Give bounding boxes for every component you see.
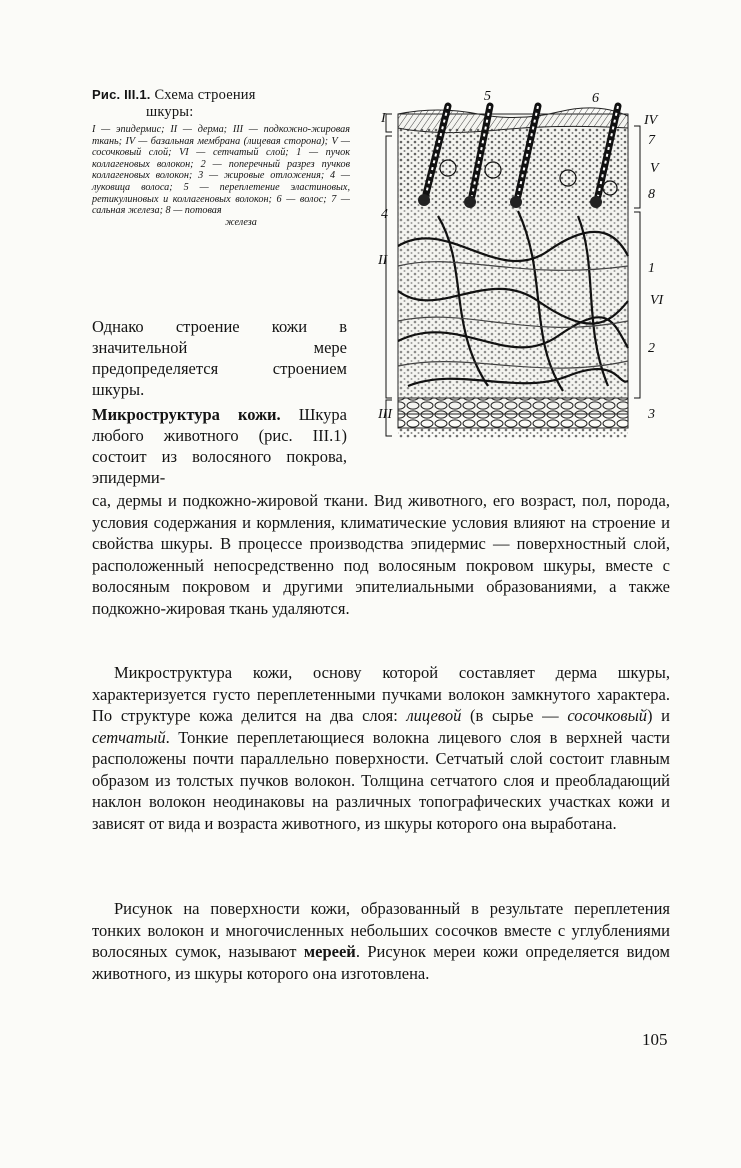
figure-label-1: 1 bbox=[648, 261, 655, 276]
paragraph-3 bbox=[92, 898, 670, 984]
paragraph-3-text bbox=[92, 898, 670, 984]
figure-label-IV: IV bbox=[644, 113, 658, 128]
figure-label-4: 4 bbox=[381, 207, 388, 222]
p2-term-face: лицевой bbox=[406, 706, 462, 725]
figure-legend bbox=[92, 124, 350, 228]
paragraph-1-text: са, дермы и подкожно-жировой ткани. Вид животного, его возраст, пол, порода, условия содержания и кормления, климатические условия влияют на строение и свойства шкуры. В процессе производства эпидермис — поверхностный слой, расположенный непосредственно под волосяным покровом шкуры, вместе с волосяным покровом и другими эпителиальными образованиями, а также подкожно-жировая ткань удаляются. bbox=[92, 491, 670, 618]
figure-number: Рис. III.1. bbox=[92, 87, 151, 102]
figure-label-V: V bbox=[650, 161, 659, 176]
figure-label-5: 5 bbox=[484, 89, 491, 104]
p3-term-grain: мереей bbox=[303, 942, 356, 961]
figure-label-6: 6 bbox=[592, 91, 599, 106]
figure-label-8: 8 bbox=[648, 187, 655, 202]
microstructure-text-start: Шкура любого животного (рис. III.1) состоит из волосяного покрова, эпидерми- bbox=[92, 405, 347, 487]
figure-label-III: III bbox=[378, 407, 392, 422]
page-number: 105 bbox=[642, 1030, 668, 1049]
p3-part-a: Рисунок на поверхности кожи, образованный в результате переплетения тонких волокон и многочисленных небольших сосочков вместе с углублениями волосяных сумок, называют bbox=[92, 899, 670, 961]
legend-text: I — эпидермис; II — дерма; III — подкожно-жировая ткань; IV — базальная мембрана (лицевая сторона); V — сосочковый слой; VI — сетчатый слой; 1 — пучок коллагеновых волокон; 2 — поперечный разрез пучков коллагеновых волокон; 3 — жировые отложения; 4 — луковица волоса; 5 — переплетение эластиновых, ретикулиновых и коллагеновых волокон; 6 — волос; 7 — сальная железа; 8 — потовая bbox=[92, 124, 350, 217]
caption-title-part1: Схема строения bbox=[154, 87, 256, 103]
p2-part-a: Микроструктура кожи, основу которой составляет дерма шкуры, характеризуется густо переплетенными пучками волокон замкнутого характера. По структуре кожа делится на два слоя: bbox=[92, 663, 670, 725]
paragraph-1 bbox=[92, 490, 670, 619]
p2-term-reticular: сетчатый bbox=[92, 727, 166, 747]
microstructure-paragraph-start bbox=[92, 404, 347, 488]
p2-part-g: . Тонкие переплетающиеся волокна лицевого слоя в верхней части расположены почти параллельно поверхности. Сетчатый слой состоит главным образом из толстых пучков волокон. Толщина сетчатого слоя и преобладающий наклон волокон неодинаковы на различных топографических участках кожи и зависят от вида и возраста животного, из шкуры которого она выработана. bbox=[92, 727, 670, 833]
legend-text-last: железа bbox=[225, 216, 257, 228]
p2-part-c: (в сырье — bbox=[461, 706, 568, 725]
figure-label-7: 7 bbox=[648, 133, 655, 148]
caption-title-part2: шкуры: bbox=[146, 104, 194, 120]
paragraph-2-text bbox=[92, 662, 670, 834]
p3-part-c: . Рисунок мереи кожи определяется видом животного, из шкуры которого она изготовлена. bbox=[92, 942, 670, 983]
figure-label-I: I bbox=[381, 111, 386, 126]
figure-label-VI: VI bbox=[650, 293, 664, 308]
figure-label-2: 2 bbox=[648, 341, 655, 356]
paragraph-2 bbox=[92, 662, 670, 834]
p2-part-e: ) и bbox=[647, 706, 671, 725]
skin-structure-figure bbox=[378, 86, 688, 456]
figure-caption-title bbox=[92, 86, 352, 121]
section-heading: Микроструктура кожи. bbox=[92, 405, 281, 424]
figure-label-II: II bbox=[378, 253, 388, 268]
p2-term-papillary: сосочковый bbox=[567, 706, 648, 725]
figure-label-3: 3 bbox=[648, 407, 655, 422]
intro-paragraph: Однако строение кожи в значительной мере предопределяется строением шкуры. bbox=[92, 317, 347, 399]
